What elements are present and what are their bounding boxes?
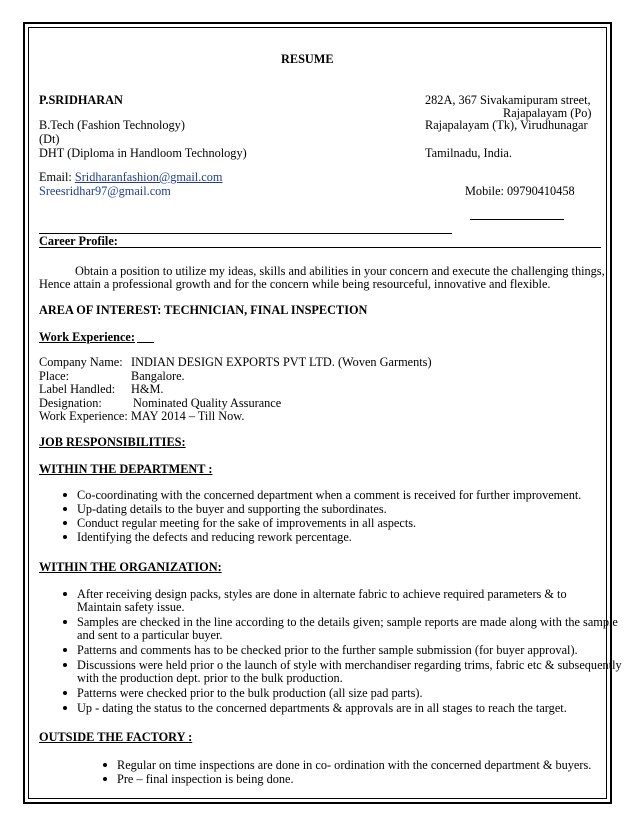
bullet-dot [63,620,67,624]
bullet-dot [63,535,67,539]
candidate-name: P.SRIDHARAN [39,93,123,107]
email-secondary: Sreesridhar97@gmail.com [39,184,171,198]
department-heading: WITHIN THE DEPARTMENT : [39,462,213,476]
email-label: Email: [39,170,75,184]
organization-item-1-line-1: After receiving design packs, styles are done in alternate fabric to achieve required parameters & to [77,587,567,601]
address-line-4: Tamilnadu, India. [425,146,512,160]
work-value-company: INDIAN DESIGN EXPORTS PVT LTD. (Woven Garments) [131,355,432,369]
organization-item-2-line-1: Samples are checked in the line according to the details given; sample reports are made along with the sample [77,615,618,629]
area-of-interest: AREA OF INTEREST: TECHNICIAN, FINAL INSPECTION [39,303,368,317]
organization-item-2-line-2: and sent to a particular buyer. [77,628,223,642]
address-line-1: 282A, 367 Sivakamipuram street, [425,93,591,107]
factory-heading: OUTSIDE THE FACTORY : [39,730,193,744]
work-label-company: Company Name: [39,355,123,369]
work-label-designation: Designation: [39,396,102,410]
bullet-dot [63,521,67,525]
department-item-4: Identifying the defects and reducing rework percentage. [77,530,352,544]
email-line [39,170,222,184]
organization-item-6: Up - dating the status to the concerned departments & approvals are in all stages to reach the target. [77,701,567,715]
bullet-dot [63,648,67,652]
work-value-designation: Nominated Quality Assurance [133,396,282,410]
career-text-line-2: Hence attain a professional growth and for the concern while being resourceful, innovative and flexible. [39,277,551,291]
qualification-dht: DHT (Diploma in Handloom Technology) [39,146,247,160]
organization-item-1-line-2: Maintain safety issue. [77,600,185,614]
organization-item-5: Patterns were checked prior to the bulk production (all size pad parts). [77,686,423,700]
career-heading-underline [39,247,601,248]
job-responsibilities-heading: JOB RESPONSIBILITIES: [39,435,186,449]
bullet-dot [63,507,67,511]
qualification-district: (Dt) [39,132,60,146]
factory-item-2: Pre – final inspection is being done. [117,772,294,786]
address-line-3: Rajapalayam (Tk), Virudhunagar [425,118,588,132]
department-item-1: Co-coordinating with the concerned department when a comment is received for further improvement. [77,488,582,502]
organization-item-4-line-1: Discussions were held prior o the launch of style with merchandiser regarding trims, fabric etc & subsequently [77,658,622,672]
organization-item-3: Patterns and comments has to be checked prior to the further sample submission (for buyer approval). [77,643,578,657]
resume-title: RESUME [281,52,334,66]
bullet-dot [63,663,67,667]
bullet-dot [63,706,67,710]
bullet-dot [103,777,107,781]
department-item-2: Up-dating details to the buyer and supporting the subordinates. [77,502,387,516]
work-value-label: H&M. [131,382,164,396]
email-link-primary[interactable]: Sridharanfashion@gmail.com [74,170,223,184]
career-profile-heading: Career Profile: [39,234,118,248]
work-label-place: Place: [39,369,70,383]
mobile-number: Mobile: 09790410458 [465,184,575,198]
qualification-btech: B.Tech (Fashion Technology) [39,118,185,132]
work-label-label: Label Handled: [39,382,116,396]
organization-item-4-line-2: with the production dept. prior to the bulk production. [77,671,343,685]
bullet-dot [103,763,107,767]
bullet-dot [63,691,67,695]
career-text-line-1: Obtain a position to utilize my ideas, skills and abilities in your concern and execute the challenging things, [75,264,605,278]
organization-heading: WITHIN THE ORGANIZATION: [39,560,222,574]
work-experience-heading: Work Experience: [39,330,135,344]
factory-item-1: Regular on time inspections are done in co- ordination with the concerned department & buyers. [117,758,592,772]
department-item-3: Conduct regular meeting for the sake of improvements in all aspects. [77,516,417,530]
address-line-2: Rajapalayam (Po) [503,106,592,120]
bullet-dot [63,592,67,596]
work-value-duration: MAY 2014 – Till Now. [131,409,245,423]
work-label-duration: Work Experience: [39,409,128,423]
work-value-place: Bangalore. [131,369,185,383]
bullet-dot [63,493,67,497]
short-rule [470,219,564,220]
work-heading-underline-tail [137,342,154,343]
